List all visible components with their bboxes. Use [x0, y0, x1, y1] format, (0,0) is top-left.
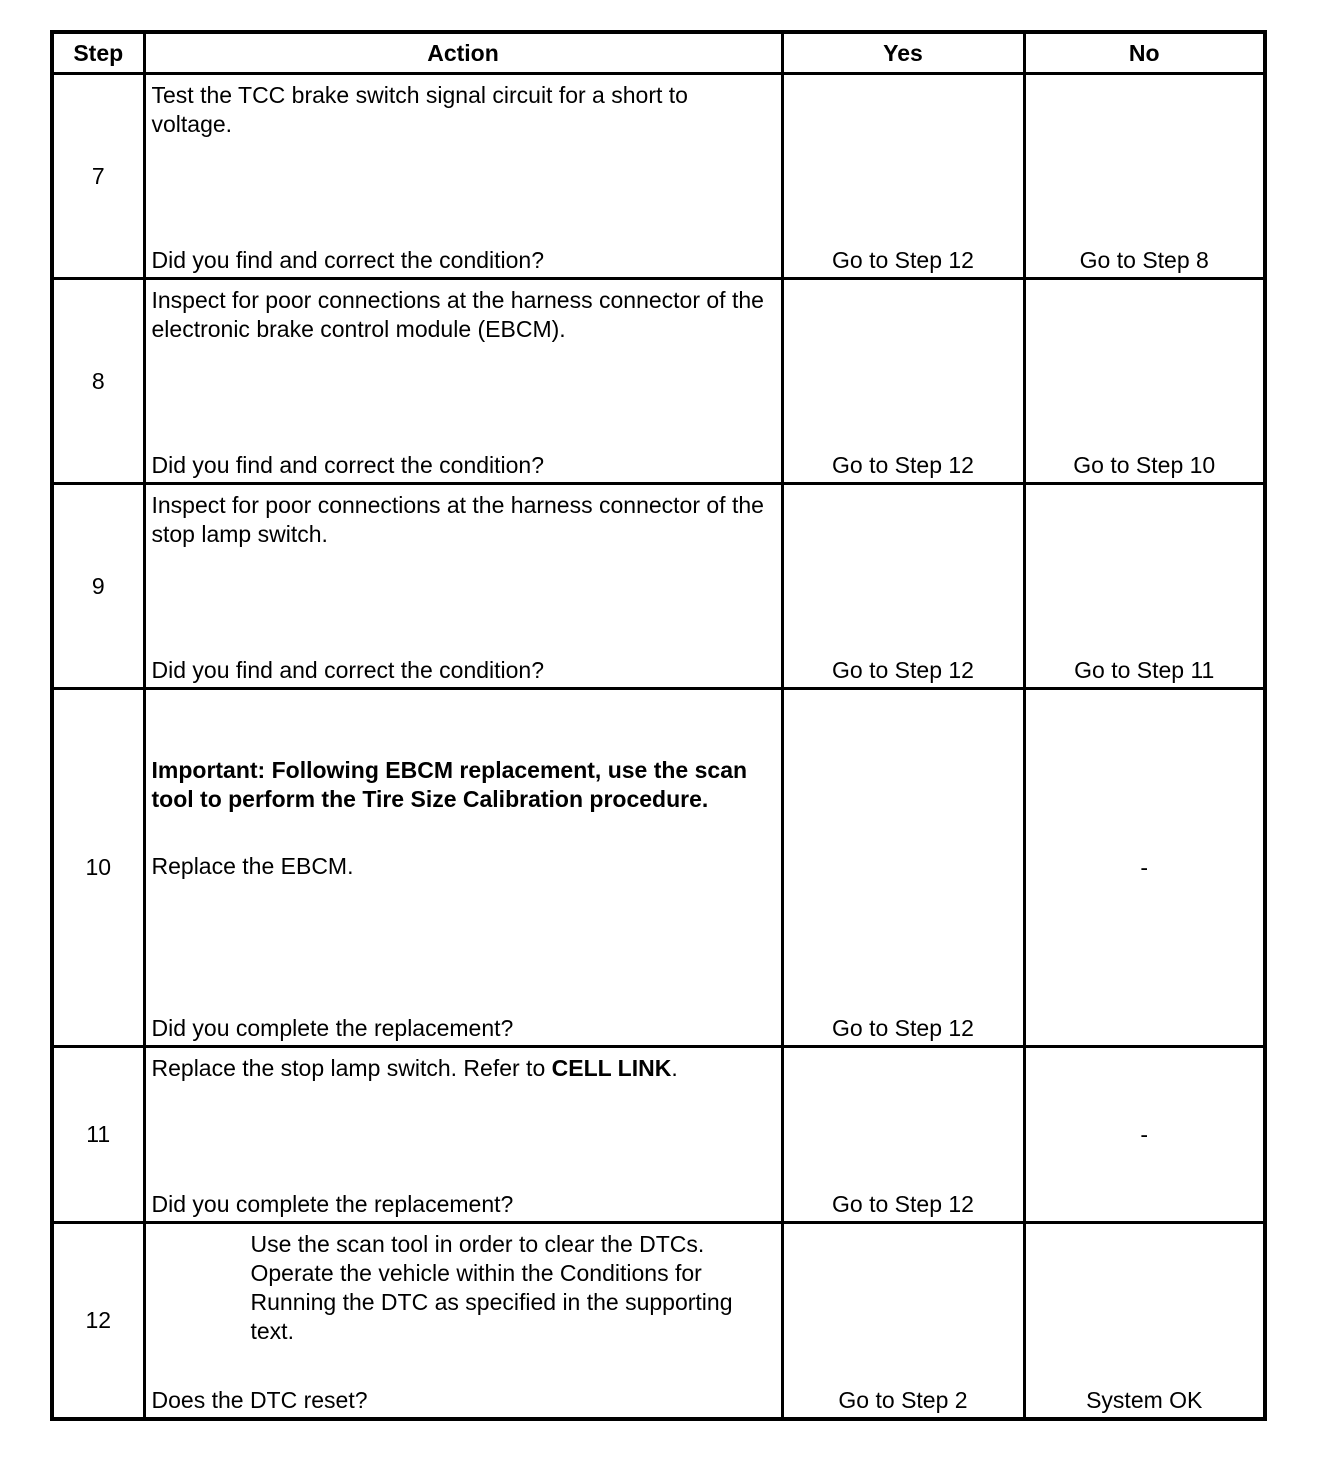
- no-cell: [1024, 279, 1265, 484]
- action-cell: [144, 689, 782, 1047]
- action-question: Does the DTC reset?: [151, 1386, 368, 1413]
- action-line-1: Use the scan tool in order to clear the DTCs.: [250, 1231, 705, 1257]
- action-prefix: Replace the stop lamp switch. Refer to: [151, 1055, 552, 1081]
- table-row: [52, 279, 1265, 484]
- action-text: Inspect for poor connections at the harness connector of the electronic brake control module (EBCM).: [151, 287, 764, 342]
- no-cell: [1024, 1223, 1265, 1419]
- header-yes: Yes: [782, 32, 1024, 74]
- yes-result: Go to Step 12: [832, 1191, 974, 1217]
- action-cell: [144, 484, 782, 689]
- no-result: Go to Step 8: [1079, 247, 1209, 273]
- yes-result: Go to Step 12: [832, 247, 974, 273]
- yes-result: Go to Step 12: [832, 452, 974, 478]
- yes-result: Go to Step 2: [838, 1386, 968, 1413]
- header-action: Action: [144, 32, 782, 74]
- header-row: [52, 32, 1265, 74]
- action-question: Did you find and correct the condition?: [151, 247, 545, 273]
- no-cell: [1024, 689, 1265, 1047]
- yes-result: Go to Step 12: [832, 657, 974, 683]
- action-question: Did you find and correct the condition?: [151, 657, 545, 683]
- action-text: Inspect for poor connections at the harness connector of the stop lamp switch.: [151, 492, 764, 547]
- action-cell: [144, 279, 782, 484]
- table-row: [52, 1223, 1265, 1419]
- action-question: Did you complete the replacement?: [151, 1191, 514, 1217]
- action-text: Test the TCC brake switch signal circuit for a short to voltage.: [151, 82, 688, 137]
- action-line-2: Operate the vehicle within the Conditions for Running the DTC as specified in the supporting text.: [250, 1260, 733, 1344]
- no-cell: [1024, 1047, 1265, 1223]
- table-row: [52, 484, 1265, 689]
- no-cell: [1024, 74, 1265, 279]
- step-number: 12: [52, 1223, 144, 1419]
- no-result: -: [1140, 1121, 1149, 1147]
- action-text: Replace the EBCM.: [151, 853, 354, 879]
- no-result: Go to Step 11: [1074, 657, 1215, 683]
- yes-result: Go to Step 12: [832, 1015, 974, 1041]
- action-question: Did you find and correct the condition?: [151, 452, 545, 478]
- action-question: Did you complete the replacement?: [151, 1015, 514, 1041]
- action-text: [152, 1054, 775, 1083]
- yes-cell: [782, 484, 1024, 689]
- yes-cell: [782, 279, 1024, 484]
- step-number: 7: [52, 74, 144, 279]
- header-step: Step: [52, 32, 144, 74]
- no-cell: [1024, 484, 1265, 689]
- header-no: No: [1024, 32, 1265, 74]
- action-cell: [144, 74, 782, 279]
- action-cell: [144, 1223, 782, 1419]
- action-suffix: .: [671, 1055, 678, 1081]
- yes-cell: [782, 74, 1024, 279]
- step-number: 10: [52, 689, 144, 1047]
- no-result: Go to Step 10: [1073, 452, 1216, 478]
- step-number: 9: [52, 484, 144, 689]
- action-cell: [144, 1047, 782, 1223]
- yes-cell: [782, 1047, 1024, 1223]
- yes-cell: [782, 689, 1024, 1047]
- table-row: [52, 1047, 1265, 1223]
- no-result: System OK: [1086, 1386, 1203, 1413]
- important-note: Important: Following EBCM replacement, use the scan tool to perform the Tire Size Calibration procedure.: [151, 757, 748, 812]
- diagnostic-table: [50, 30, 1267, 1421]
- table-row: [52, 689, 1265, 1047]
- yes-cell: [782, 1223, 1024, 1419]
- table-row: [52, 74, 1265, 279]
- step-number: 11: [52, 1047, 144, 1223]
- no-result: -: [1140, 854, 1149, 880]
- cell-link[interactable]: CELL LINK: [551, 1055, 672, 1081]
- step-number: 8: [52, 279, 144, 484]
